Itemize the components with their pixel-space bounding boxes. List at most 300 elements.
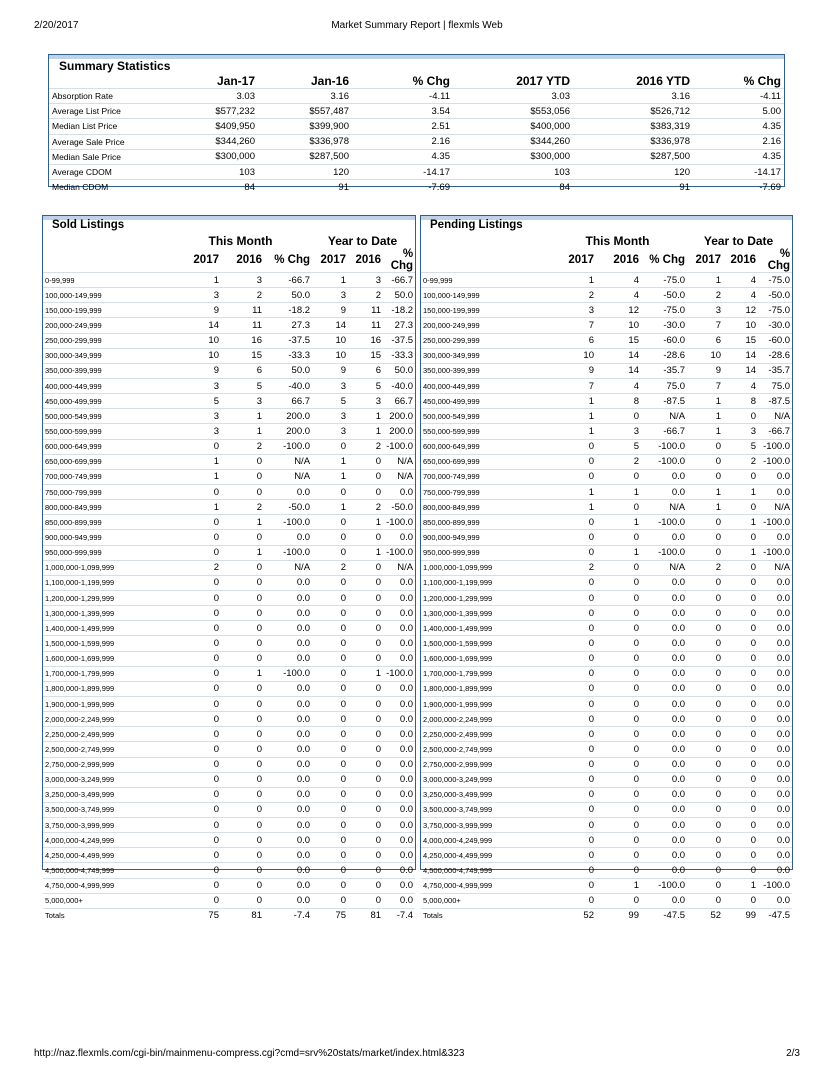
table-row	[43, 394, 415, 409]
table-cell: 0	[723, 666, 758, 681]
summary-row	[49, 164, 784, 179]
table-row	[421, 727, 792, 742]
table-row	[43, 530, 415, 545]
table-cell: 0	[348, 772, 383, 787]
table-cell: 0	[596, 651, 641, 666]
table-cell: $344,260	[453, 134, 573, 149]
table-cell: 6	[348, 363, 383, 378]
table-row	[421, 303, 792, 318]
price-range-label: 2,250,000-2,499,999	[43, 727, 171, 742]
table-cell: 0	[171, 878, 221, 893]
table-cell: 14	[596, 363, 641, 378]
table-cell: 0	[596, 727, 641, 742]
table-cell: $557,487	[258, 104, 352, 119]
price-range-label: 2,000,000-2,249,999	[421, 712, 550, 727]
sold-table	[43, 234, 415, 923]
table-cell: 3	[312, 424, 348, 439]
table-cell: 0.0	[264, 590, 312, 605]
table-cell: 0	[312, 484, 348, 499]
table-cell: 0	[221, 818, 264, 833]
table-cell: 0	[312, 696, 348, 711]
table-cell: 120	[573, 164, 693, 179]
price-range-label: 4,750,000-4,999,999	[421, 878, 550, 893]
table-row	[421, 575, 792, 590]
table-cell: 3	[596, 424, 641, 439]
table-row	[43, 787, 415, 802]
table-row	[43, 424, 415, 439]
table-cell: N/A	[264, 454, 312, 469]
table-cell: 0.0	[641, 772, 687, 787]
table-cell: $336,978	[573, 134, 693, 149]
price-range-label: 950,000-999,999	[43, 545, 171, 560]
price-range-label: 1,900,000-1,999,999	[421, 696, 550, 711]
table-cell: 14	[312, 318, 348, 333]
table-cell: 1	[596, 878, 641, 893]
table-cell: 0	[687, 636, 723, 651]
table-cell: 0	[221, 575, 264, 590]
price-range-label: 1,600,000-1,699,999	[43, 651, 171, 666]
table-cell: 66.7	[264, 394, 312, 409]
table-cell: 0	[312, 545, 348, 560]
price-range-label: 3,000,000-3,249,999	[421, 772, 550, 787]
price-range-label: 800,000-849,999	[421, 500, 550, 515]
table-row	[43, 833, 415, 848]
table-cell: 0	[221, 802, 264, 817]
table-cell: 3	[550, 303, 596, 318]
table-cell: -100.0	[383, 545, 415, 560]
table-cell: 0	[171, 651, 221, 666]
table-cell: 0	[687, 863, 723, 878]
table-cell: 0	[550, 590, 596, 605]
table-cell: $287,500	[573, 149, 693, 164]
column-header: 2017	[193, 254, 219, 266]
table-cell: 0.0	[264, 681, 312, 696]
price-range-label: 300,000-349,999	[421, 348, 550, 363]
table-cell: 3.03	[159, 89, 258, 104]
table-cell: 5	[348, 378, 383, 393]
table-cell: 1	[221, 666, 264, 681]
table-cell: 1	[723, 515, 758, 530]
table-row	[421, 863, 792, 878]
table-cell: 75	[171, 908, 221, 923]
summary-row	[49, 180, 784, 195]
table-cell: 2	[348, 439, 383, 454]
price-range-label: 2,750,000-2,999,999	[421, 757, 550, 772]
table-cell: 0.0	[641, 621, 687, 636]
table-cell: 50.0	[264, 288, 312, 303]
table-cell: 4	[596, 378, 641, 393]
table-cell: 1	[550, 484, 596, 499]
table-row	[43, 893, 415, 908]
table-cell: 0.0	[383, 727, 415, 742]
table-cell: 0	[550, 575, 596, 590]
table-cell: 0	[550, 818, 596, 833]
table-cell: 0	[171, 696, 221, 711]
table-cell: 0	[171, 484, 221, 499]
price-range-label: 300,000-349,999	[43, 348, 171, 363]
price-range-label: 2,500,000-2,749,999	[43, 742, 171, 757]
table-cell: 0	[550, 863, 596, 878]
table-row	[421, 696, 792, 711]
table-cell: 1	[723, 878, 758, 893]
table-cell: 0	[348, 606, 383, 621]
table-cell: 200.0	[383, 409, 415, 424]
table-row	[421, 621, 792, 636]
table-cell: 0.0	[758, 636, 792, 651]
table-cell: 0	[221, 878, 264, 893]
table-cell: 91	[258, 180, 352, 195]
table-cell: -100.0	[641, 439, 687, 454]
price-range-label: 0-99,999	[43, 273, 171, 288]
table-cell: 0.0	[383, 833, 415, 848]
table-cell: 1	[221, 424, 264, 439]
table-cell: 0	[687, 439, 723, 454]
table-cell: 0.0	[641, 469, 687, 484]
table-cell: 1	[312, 469, 348, 484]
table-cell: 16	[221, 333, 264, 348]
table-cell: 4	[723, 273, 758, 288]
table-cell: 0	[221, 454, 264, 469]
table-cell: 4	[723, 288, 758, 303]
table-cell: 0	[596, 409, 641, 424]
table-cell: 0	[723, 500, 758, 515]
table-row	[43, 606, 415, 621]
table-row	[421, 469, 792, 484]
table-cell: 0	[550, 848, 596, 863]
table-cell: 0	[687, 878, 723, 893]
table-cell: 0.0	[758, 681, 792, 696]
table-cell: 0	[221, 893, 264, 908]
table-cell: -28.6	[641, 348, 687, 363]
table-cell: 0	[221, 606, 264, 621]
table-cell: 0.0	[758, 666, 792, 681]
page-url: http://naz.flexmls.com/cgi-bin/mainmenu-compress.cgi?cmd=srv%20stats/market/index.html&323	[34, 1048, 465, 1059]
table-cell: 0	[171, 575, 221, 590]
price-range-label: 450,000-499,999	[43, 394, 171, 409]
table-cell: -75.0	[641, 303, 687, 318]
table-cell: 1	[550, 409, 596, 424]
table-cell: 0	[550, 772, 596, 787]
table-row	[43, 454, 415, 469]
table-cell: 1	[550, 273, 596, 288]
table-cell: 0	[221, 833, 264, 848]
table-cell: 0	[221, 696, 264, 711]
table-cell: 12	[596, 303, 641, 318]
table-cell: $287,500	[258, 149, 352, 164]
table-cell: 1	[687, 484, 723, 499]
table-row	[43, 348, 415, 363]
table-cell: 3.54	[352, 104, 453, 119]
table-cell: -66.7	[264, 273, 312, 288]
table-cell: $344,260	[159, 134, 258, 149]
price-range-label: 1,800,000-1,899,999	[43, 681, 171, 696]
table-cell: -66.7	[383, 273, 415, 288]
table-cell: 0	[723, 818, 758, 833]
table-cell: 0	[687, 651, 723, 666]
table-cell: 0	[596, 787, 641, 802]
table-cell: 0.0	[264, 787, 312, 802]
table-cell: 10	[312, 333, 348, 348]
price-range-label: 1,300,000-1,399,999	[421, 606, 550, 621]
table-cell: N/A	[758, 500, 792, 515]
table-cell: 0	[596, 772, 641, 787]
table-cell: N/A	[264, 560, 312, 575]
table-cell: 0	[348, 863, 383, 878]
table-cell: 1	[723, 545, 758, 560]
price-range-label: 750,000-799,999	[43, 484, 171, 499]
table-cell: -40.0	[264, 378, 312, 393]
table-row	[43, 666, 415, 681]
price-range-label: 3,250,000-3,499,999	[421, 787, 550, 802]
price-range-label: 4,500,000-4,749,999	[421, 863, 550, 878]
price-range-label: 3,500,000-3,749,999	[421, 802, 550, 817]
table-cell: $526,712	[573, 104, 693, 119]
table-row	[421, 681, 792, 696]
table-cell: 0.0	[758, 863, 792, 878]
price-range-label: 800,000-849,999	[43, 500, 171, 515]
table-cell: N/A	[264, 469, 312, 484]
table-row	[43, 288, 415, 303]
table-cell: N/A	[641, 500, 687, 515]
table-cell: 0	[723, 409, 758, 424]
group-header-row	[43, 234, 415, 248]
table-cell: 8	[723, 394, 758, 409]
table-cell: 10	[687, 348, 723, 363]
table-cell: 7	[687, 378, 723, 393]
price-range-label: 2,000,000-2,249,999	[43, 712, 171, 727]
table-cell: -87.5	[641, 394, 687, 409]
table-cell: 0	[312, 575, 348, 590]
table-cell: 0	[221, 636, 264, 651]
table-cell: 0	[348, 802, 383, 817]
table-cell: 0	[550, 530, 596, 545]
table-cell: 0.0	[758, 893, 792, 908]
table-cell: 75	[312, 908, 348, 923]
table-cell: 0	[348, 484, 383, 499]
table-cell: 0.0	[383, 530, 415, 545]
table-cell: 0	[723, 787, 758, 802]
table-cell: 0	[221, 484, 264, 499]
table-cell: -18.2	[383, 303, 415, 318]
table-cell: 3.03	[453, 89, 573, 104]
table-cell: -75.0	[758, 303, 792, 318]
table-cell: 0.0	[383, 606, 415, 621]
table-cell: 15	[221, 348, 264, 363]
table-cell: 0.0	[641, 651, 687, 666]
table-cell: 9	[171, 363, 221, 378]
price-range-label: 0-99,999	[421, 273, 550, 288]
table-cell: -14.17	[693, 164, 784, 179]
table-cell: 0	[221, 863, 264, 878]
table-row	[43, 863, 415, 878]
table-cell: 0.0	[758, 469, 792, 484]
table-cell: -75.0	[641, 273, 687, 288]
table-cell: 0	[687, 606, 723, 621]
table-cell: 103	[453, 164, 573, 179]
table-cell: 2	[687, 560, 723, 575]
table-cell: 2	[221, 500, 264, 515]
table-cell: 0	[596, 530, 641, 545]
table-cell: 2	[348, 288, 383, 303]
column-header: % Chg	[274, 254, 311, 266]
table-cell: 0.0	[383, 575, 415, 590]
table-cell: -28.6	[758, 348, 792, 363]
table-cell: 3	[171, 378, 221, 393]
table-cell: 1	[312, 454, 348, 469]
table-row	[421, 757, 792, 772]
price-range-label: 600,000-649,999	[43, 439, 171, 454]
table-cell: -30.0	[641, 318, 687, 333]
table-cell: N/A	[758, 560, 792, 575]
price-range-label: 500,000-549,999	[421, 409, 550, 424]
table-cell: 11	[221, 303, 264, 318]
table-cell: 6	[687, 333, 723, 348]
table-cell: 0	[687, 681, 723, 696]
table-cell: $383,319	[573, 119, 693, 134]
table-cell: 5	[221, 378, 264, 393]
table-cell: 9	[550, 363, 596, 378]
table-cell: -66.7	[758, 424, 792, 439]
table-row	[421, 651, 792, 666]
table-cell: $400,000	[453, 119, 573, 134]
table-row	[43, 696, 415, 711]
table-cell: 0.0	[264, 863, 312, 878]
group-header: Year to Date	[327, 234, 398, 248]
table-cell: 0	[687, 515, 723, 530]
table-cell: 0	[312, 621, 348, 636]
table-cell: 0.0	[758, 742, 792, 757]
table-cell: 14	[723, 348, 758, 363]
table-cell: 0	[312, 606, 348, 621]
column-header-row	[421, 248, 792, 273]
table-cell: 0.0	[383, 863, 415, 878]
sold-listings-panel	[42, 215, 416, 922]
price-range-label: 2,500,000-2,749,999	[421, 742, 550, 757]
table-cell: 0.0	[383, 681, 415, 696]
price-range-label: 4,250,000-4,499,999	[43, 848, 171, 863]
summary-row	[49, 89, 784, 104]
table-cell: 0	[687, 742, 723, 757]
row-label: Median CDOM	[49, 180, 159, 195]
column-header: 2016 YTD	[636, 73, 690, 88]
table-row	[43, 712, 415, 727]
table-cell: -100.0	[383, 515, 415, 530]
pending-table	[421, 234, 792, 923]
table-cell: 5	[596, 439, 641, 454]
table-cell: 0	[596, 712, 641, 727]
table-cell: 0.0	[264, 878, 312, 893]
table-cell: -100.0	[264, 666, 312, 681]
page-number: 2/3	[786, 1048, 800, 1059]
table-cell: 0	[348, 833, 383, 848]
table-cell: 2.16	[693, 134, 784, 149]
table-cell: 0	[550, 439, 596, 454]
table-cell: 0	[687, 575, 723, 590]
table-cell: -4.11	[352, 89, 453, 104]
table-cell: 0	[550, 787, 596, 802]
table-row	[421, 848, 792, 863]
table-cell: 0.0	[641, 787, 687, 802]
table-cell: 0	[221, 757, 264, 772]
price-range-label: 1,200,000-1,299,999	[43, 590, 171, 605]
table-cell: -100.0	[758, 439, 792, 454]
table-cell: -100.0	[641, 878, 687, 893]
table-row	[421, 318, 792, 333]
table-cell: 0	[348, 621, 383, 636]
table-cell: 4.35	[693, 119, 784, 134]
table-cell: 0	[723, 469, 758, 484]
price-range-label: 700,000-749,999	[43, 469, 171, 484]
table-cell: 0	[171, 636, 221, 651]
table-cell: -7.69	[352, 180, 453, 195]
table-cell: 0	[221, 772, 264, 787]
table-cell: 6	[221, 363, 264, 378]
table-cell: 0.0	[758, 621, 792, 636]
table-cell: 0	[312, 818, 348, 833]
table-cell: 0.0	[641, 666, 687, 681]
price-range-label: 250,000-299,999	[421, 333, 550, 348]
table-cell: -100.0	[758, 545, 792, 560]
table-row	[43, 545, 415, 560]
column-header: % Chg	[412, 73, 450, 88]
row-label: Absorption Rate	[49, 89, 159, 104]
table-cell: 0	[687, 530, 723, 545]
table-cell: -100.0	[264, 439, 312, 454]
table-cell: 0	[596, 636, 641, 651]
table-cell: 0	[596, 696, 641, 711]
table-cell: 4	[596, 273, 641, 288]
table-cell: 0	[312, 787, 348, 802]
table-cell: 27.3	[383, 318, 415, 333]
price-range-label: 1,900,000-1,999,999	[43, 696, 171, 711]
table-cell: 0	[348, 712, 383, 727]
row-label: Median List Price	[49, 119, 159, 134]
table-cell: -60.0	[641, 333, 687, 348]
table-cell: 0.0	[641, 590, 687, 605]
price-range-label: 700,000-749,999	[421, 469, 550, 484]
table-cell: 0.0	[758, 787, 792, 802]
price-range-label: 200,000-249,999	[421, 318, 550, 333]
table-cell: 5	[723, 439, 758, 454]
table-row	[421, 484, 792, 499]
table-cell: 2	[171, 560, 221, 575]
price-range-label: 5,000,000+	[421, 893, 550, 908]
table-cell: 1	[550, 424, 596, 439]
table-row	[43, 636, 415, 651]
table-cell: 0	[550, 469, 596, 484]
table-row	[43, 772, 415, 787]
table-cell: 0	[596, 848, 641, 863]
table-row	[43, 439, 415, 454]
table-row	[43, 515, 415, 530]
table-cell: 0.0	[641, 484, 687, 499]
table-cell: 0	[221, 848, 264, 863]
table-cell: -37.5	[383, 333, 415, 348]
table-cell: 0.0	[641, 696, 687, 711]
row-label: Average List Price	[49, 104, 159, 119]
table-cell: 0	[312, 712, 348, 727]
table-cell: -47.5	[641, 908, 687, 923]
table-cell: -100.0	[641, 545, 687, 560]
table-cell: 75.0	[758, 378, 792, 393]
table-cell: 0.0	[641, 802, 687, 817]
table-cell: -100.0	[758, 515, 792, 530]
table-row	[421, 712, 792, 727]
table-cell: 0	[171, 666, 221, 681]
table-row	[43, 575, 415, 590]
table-row	[421, 409, 792, 424]
price-range-label: 4,000,000-4,249,999	[421, 833, 550, 848]
